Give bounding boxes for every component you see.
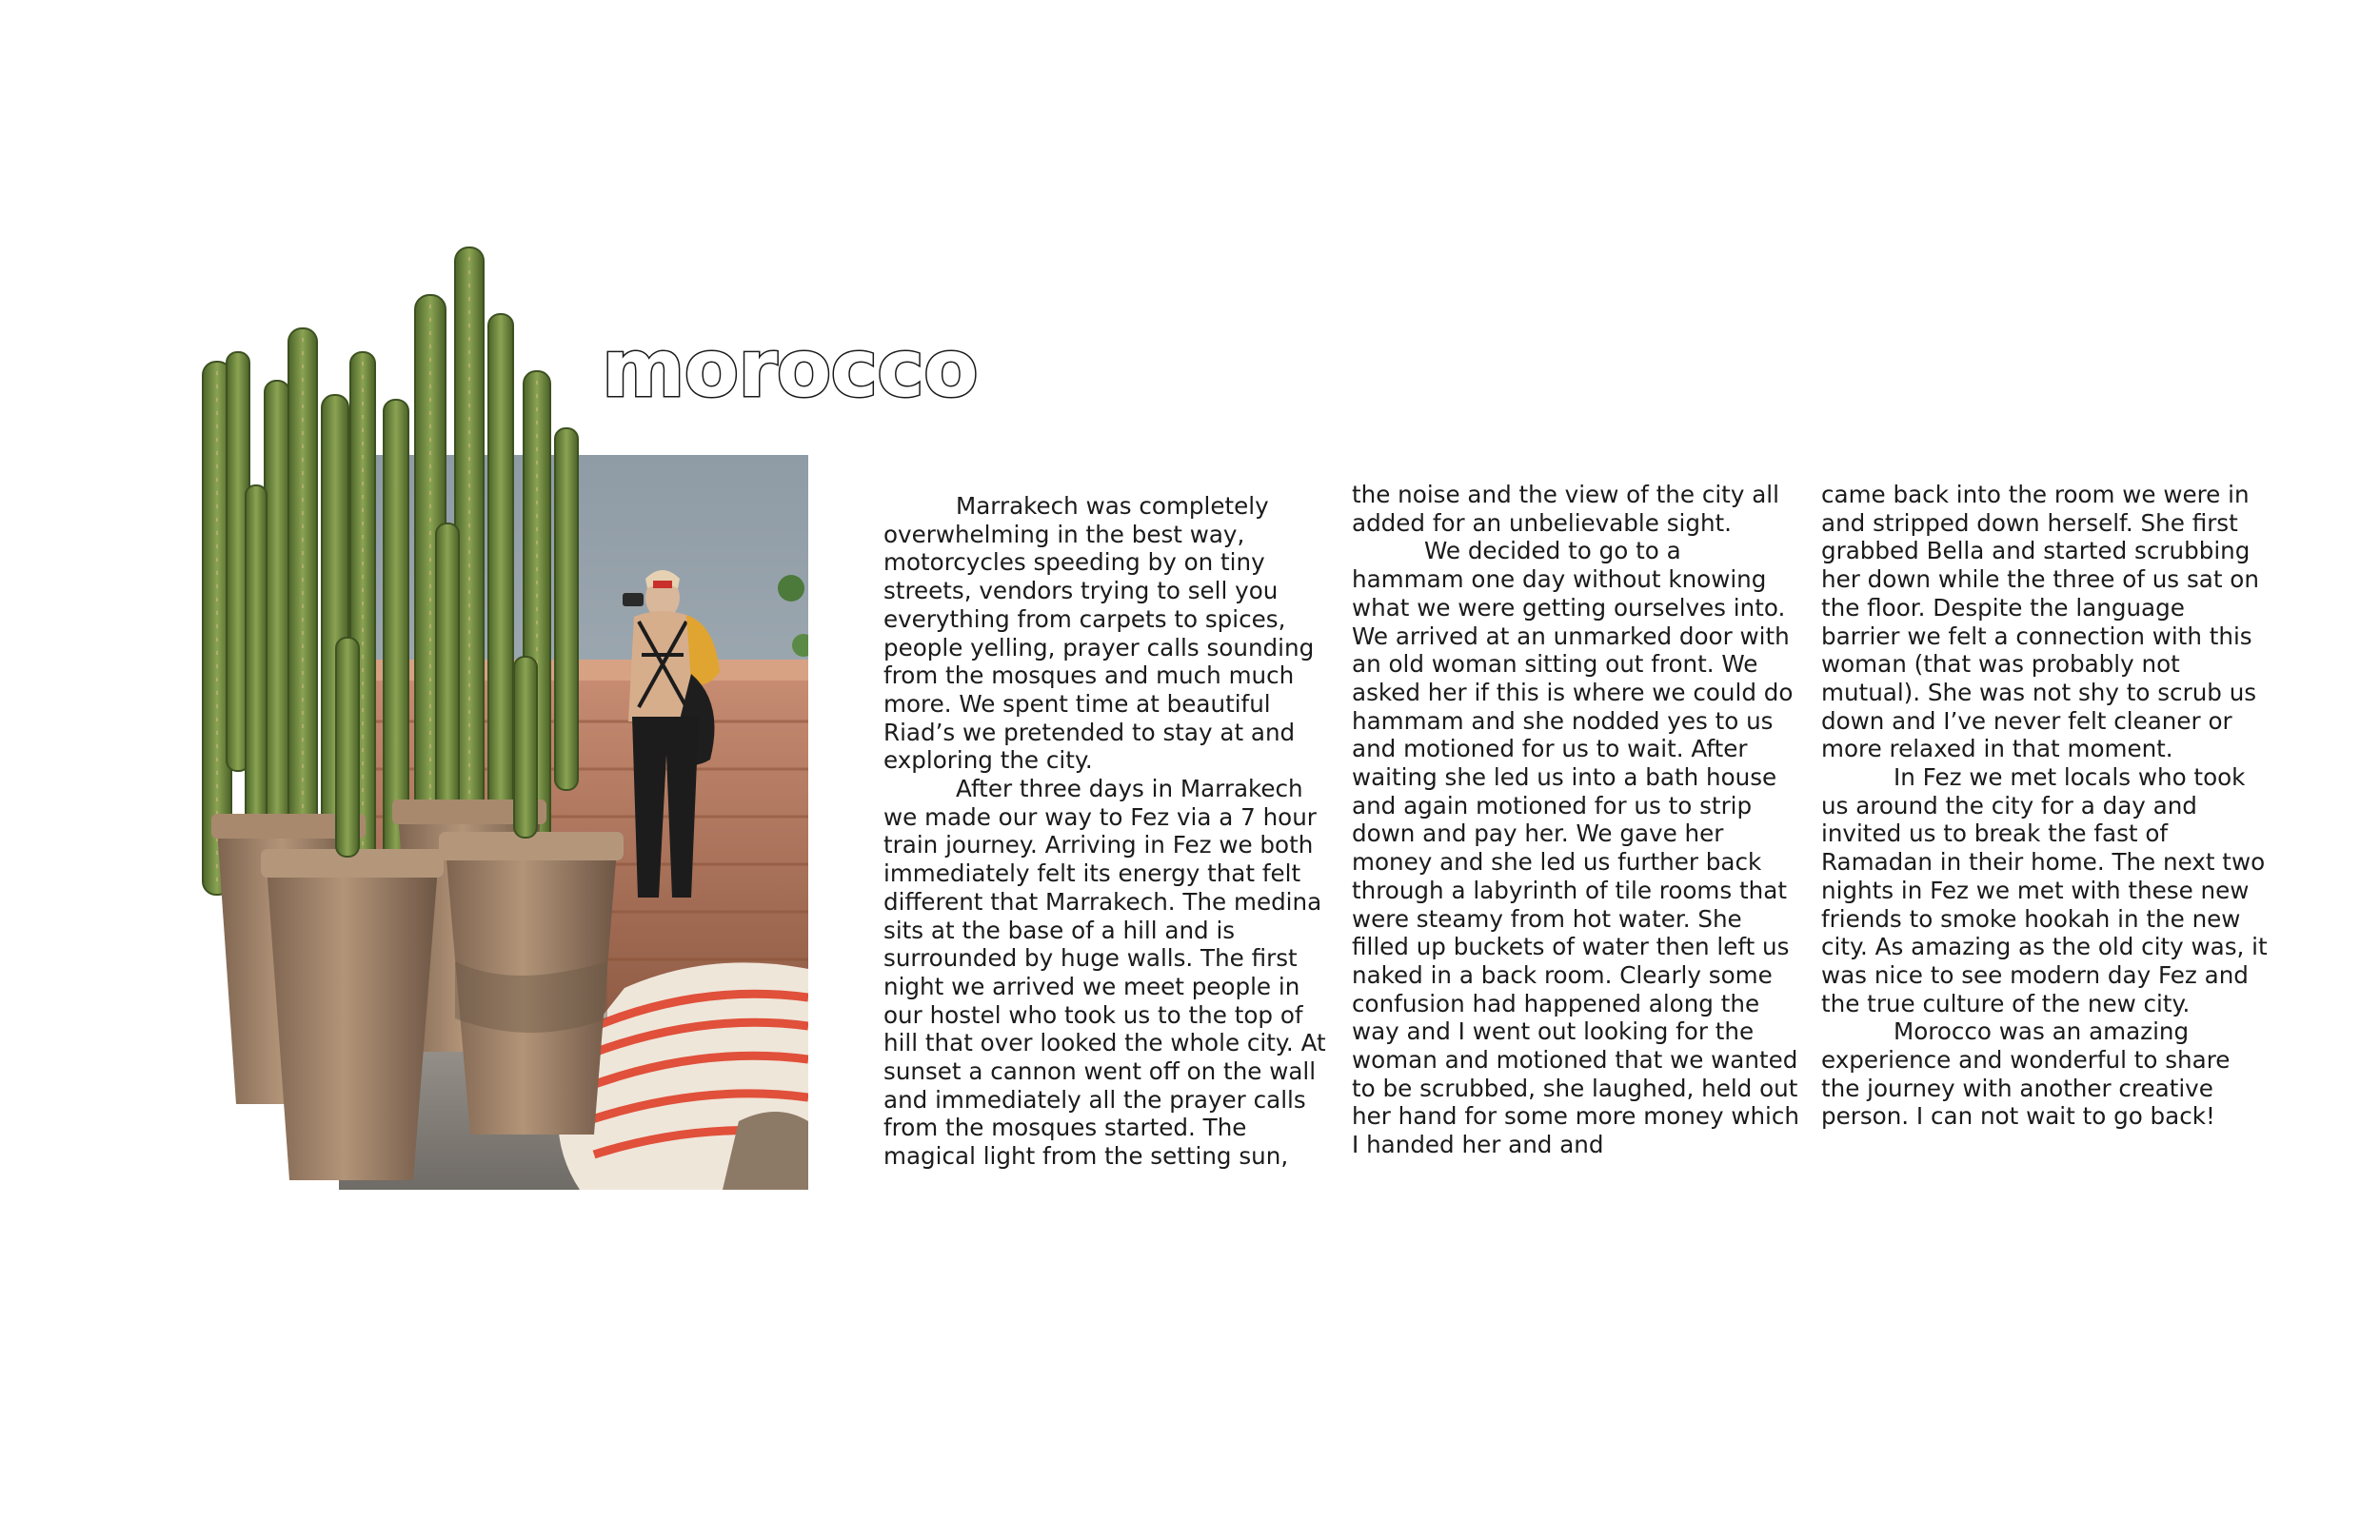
paragraph: In Fez we met locals who took us around the city for a day and invited us to break the fast of Ramadan in their home. The next two nights in Fez we met with these new friends to smoke hookah in the new city. As amazing as the old city was, it was nice to see modern day Fez and the true culture of the new city. xyxy=(1821,763,2268,1017)
paragraph: came back into the room we were in and stripped down herself. She first grabbed Bella and started scrubbing her down while the three of us sat on the floor. Despite the language barrier we felt a connection with this woman (that was probably not mutual). She was not shy to scrub us down and I’ve never felt cleaner or more relaxed in that moment. xyxy=(1821,481,2259,763)
article-column-3 xyxy=(1821,481,2269,1131)
pot-front-left xyxy=(261,849,444,1180)
paragraph: We decided to go to a hammam one day without knowing what we were getting ourselves into. We arrived at an unmarked door with an old woman sitting out front. We asked her if this is where we could do hammam and she nodded yes to us and motioned for us to wait. After waiting she led us into a bath house and again motioned for us to strip down and pay her. We gave her money and she led us further back through a labyrinth of tile rooms that were steamy from hot water. She filled up buckets of water then left us naked in a back room. Clearly some confusion had happened along the way and I went out looking for the woman and motioned that we wanted to be scrubbed, she laughed, held out her hand for some more money which I handed her and and xyxy=(1352,537,1799,1159)
article-column-1 xyxy=(883,492,1331,1171)
article-column-2 xyxy=(1352,481,1799,1159)
paragraph: After three days in Marrakech we made our way to Fez via a 7 hour train journey. Arriving in Fez we both immediately felt its energy that felt different that Marrakech. The medina sits at the base of a hill and is surrounded by huge walls. The first night we arrived we meet people in our hostel who took us to the top of hill that over looked the whole city. At sunset a cannon went off on the wall and immediately all the prayer calls from the mosques started. The magical light from the setting sun, xyxy=(883,775,1326,1171)
paragraph: Marrakech was completely overwhelming in the best way, motorcycles speeding by on tiny streets, vendors trying to sell you everything from carpets to spices, people yelling, prayer calls sounding from the mosques and much much more. We spent time at beautiful Riad’s we pretended to stay at and exploring the city. xyxy=(883,492,1315,775)
paragraph: the noise and the view of the city all added for an unbelievable sight. xyxy=(1352,481,1779,537)
page-title: morocco xyxy=(602,322,978,415)
paragraph: Morocco was an amazing experience and wonderful to share the journey with another creative person. I can not wait to go back! xyxy=(1821,1017,2231,1131)
pot-front-right xyxy=(439,832,624,1135)
